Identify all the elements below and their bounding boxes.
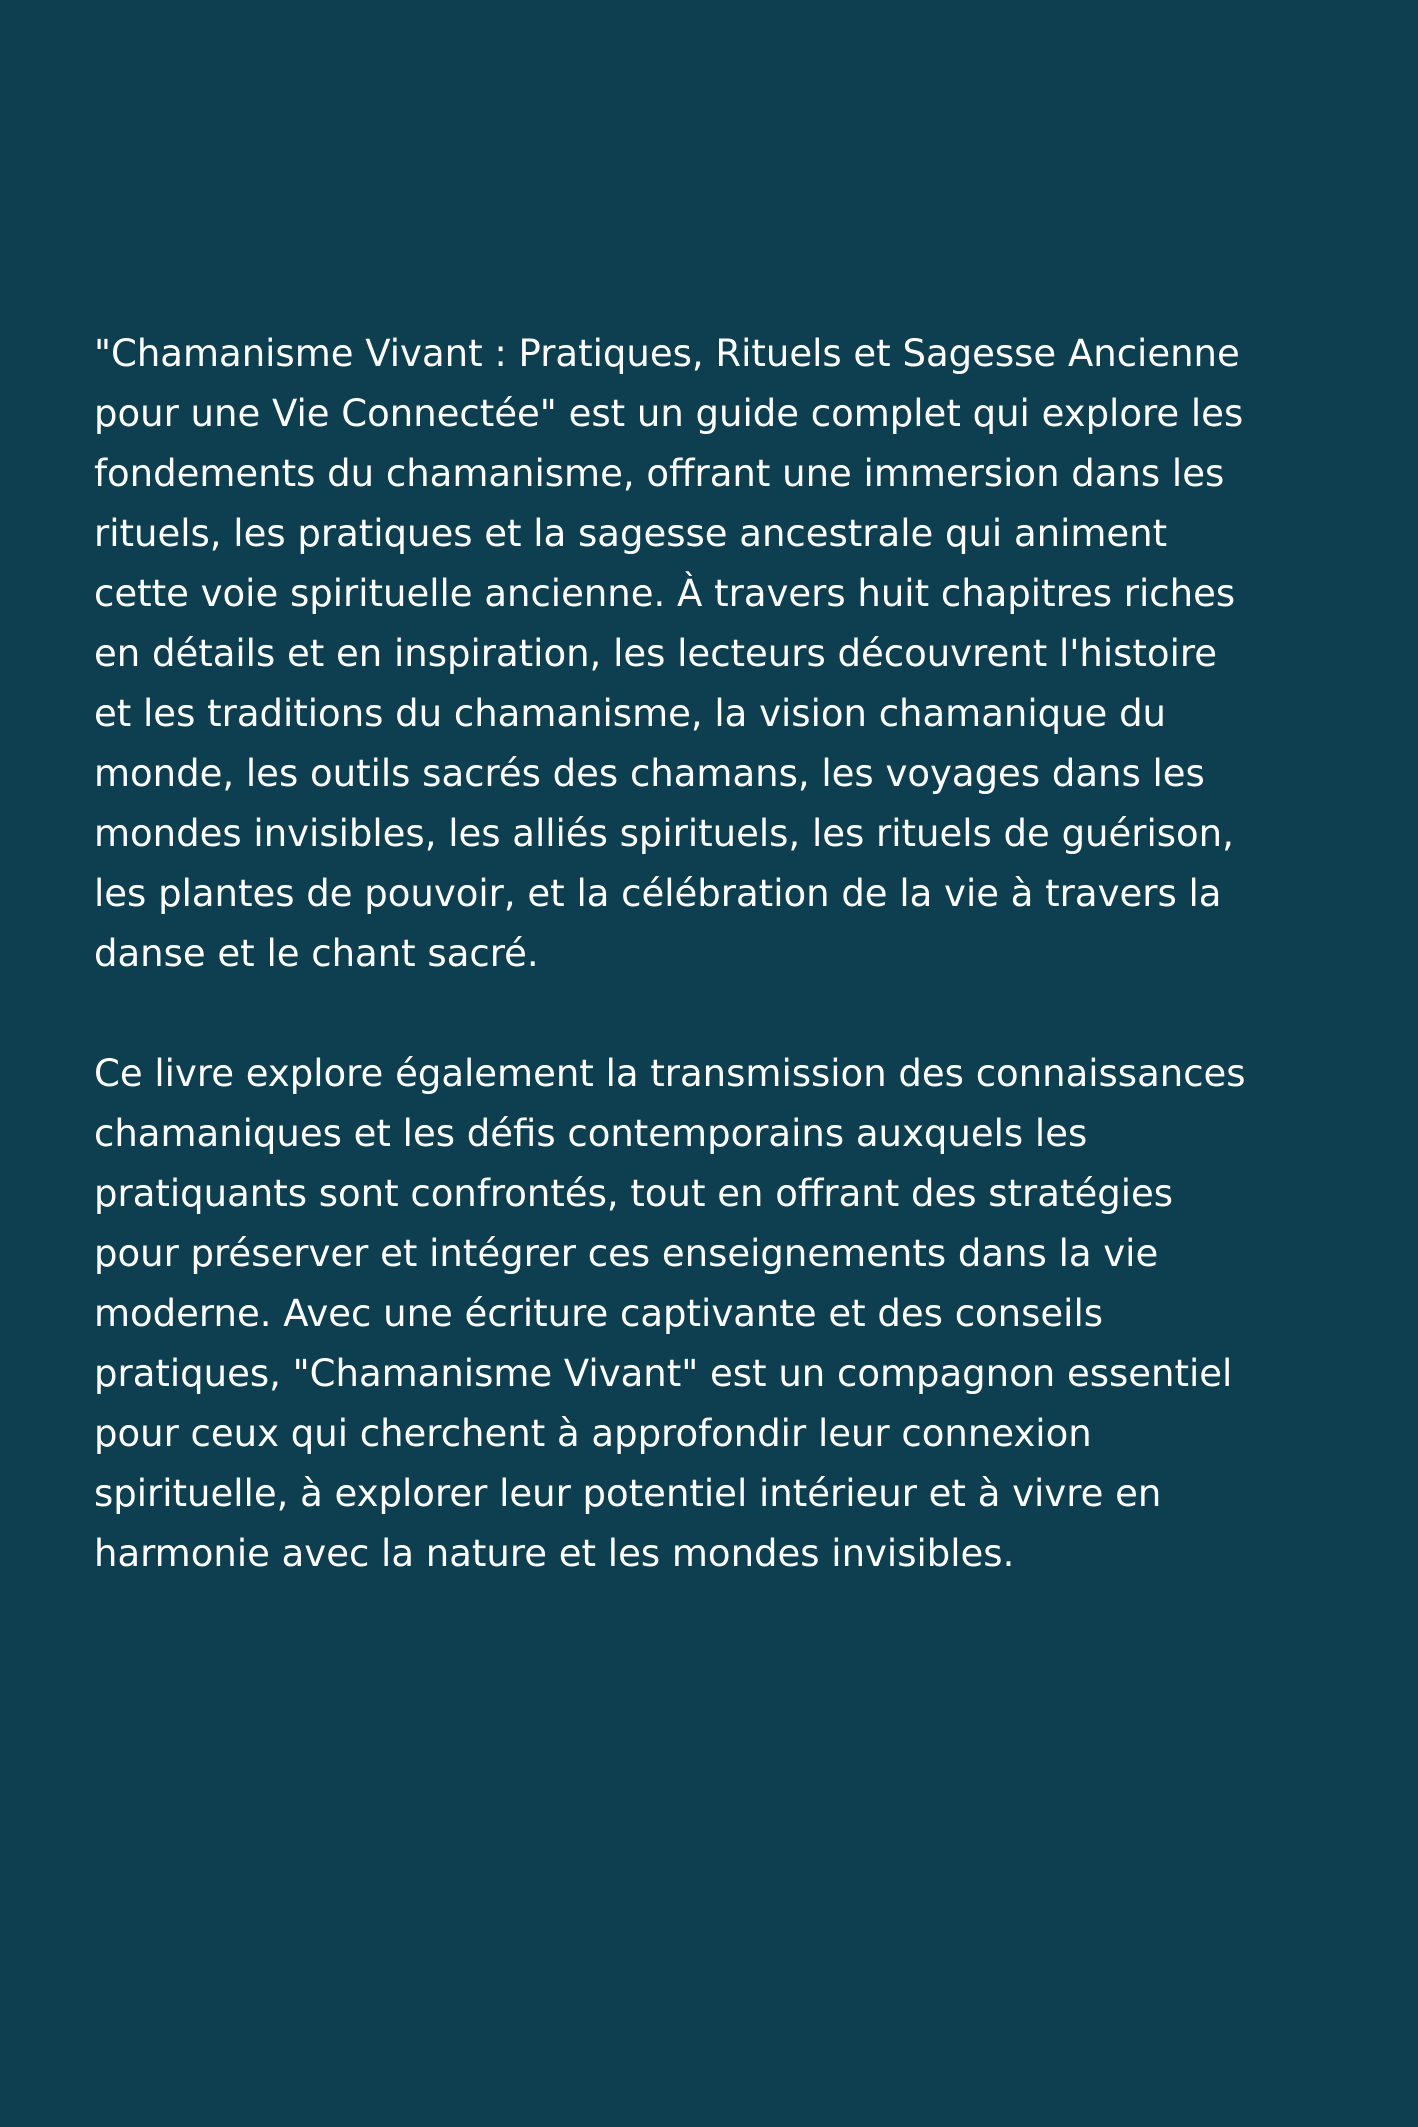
back-cover-blurb: [94, 324, 1354, 1584]
blurb-line: mondes invisibles, les alliés spirituels, les rituels de guérison,: [94, 812, 1234, 855]
blurb-line: harmonie avec la nature et les mondes invisibles.: [94, 1532, 1015, 1575]
blurb-line: chamaniques et les défis contemporains auxquels les: [94, 1112, 1088, 1155]
blurb-paragraph-1: [94, 324, 1354, 984]
blurb-line: Ce livre explore également la transmission des connaissances: [94, 1052, 1246, 1095]
blurb-line: pour préserver et intégrer ces enseignements dans la vie: [94, 1232, 1159, 1275]
blurb-line: pour une Vie Connectée" est un guide complet qui explore les: [94, 392, 1244, 435]
blurb-line: pratiques, "Chamanisme Vivant" est un compagnon essentiel: [94, 1352, 1233, 1395]
blurb-line: pratiquants sont confrontés, tout en offrant des stratégies: [94, 1172, 1174, 1215]
blurb-line: et les traditions du chamanisme, la vision chamanique du: [94, 692, 1167, 735]
blurb-line: danse et le chant sacré.: [94, 932, 539, 975]
blurb-line: les plantes de pouvoir, et la célébration de la vie à travers la: [94, 872, 1222, 915]
blurb-line: cette voie spirituelle ancienne. À travers huit chapitres riches: [94, 572, 1236, 615]
blurb-line: pour ceux qui cherchent à approfondir leur connexion: [94, 1412, 1092, 1455]
blurb-paragraph-2: [94, 1044, 1354, 1584]
blurb-line: fondements du chamanisme, offrant une immersion dans les: [94, 452, 1225, 495]
paragraph-gap: [94, 984, 1354, 1044]
blurb-line: spirituelle, à explorer leur potentiel intérieur et à vivre en: [94, 1472, 1162, 1515]
blurb-line: "Chamanisme Vivant : Pratiques, Rituels et Sagesse Ancienne: [94, 332, 1240, 375]
blurb-line: en détails et en inspiration, les lecteurs découvrent l'histoire: [94, 632, 1218, 675]
blurb-line: monde, les outils sacrés des chamans, les voyages dans les: [94, 752, 1205, 795]
blurb-line: moderne. Avec une écriture captivante et des conseils: [94, 1292, 1104, 1335]
blurb-line: rituels, les pratiques et la sagesse ancestrale qui animent: [94, 512, 1168, 555]
